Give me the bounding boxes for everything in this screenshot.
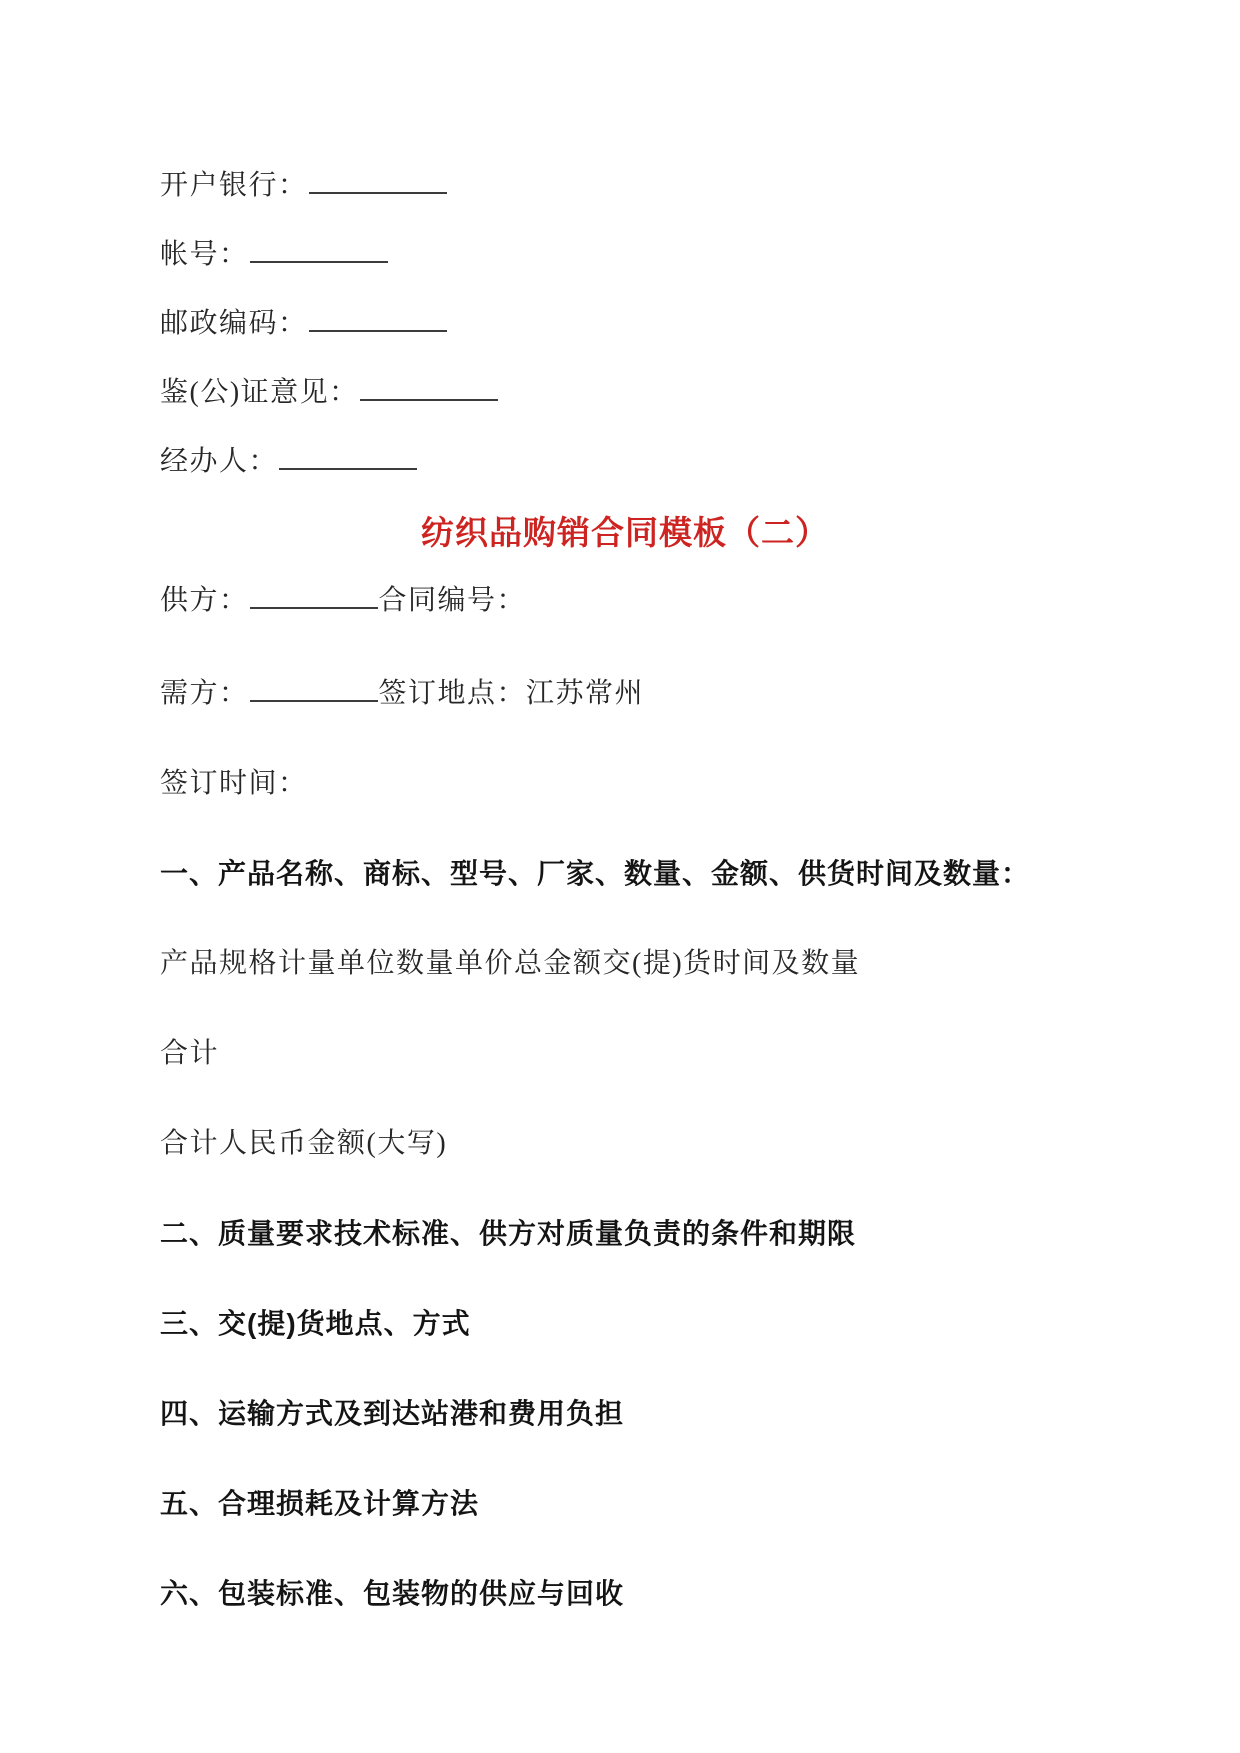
clause-line — [160, 1307, 1090, 1341]
party-field-suffix: 合同编号： — [378, 585, 527, 616]
form-field-line — [160, 304, 1090, 341]
clause-line — [160, 1397, 1090, 1431]
blank-underline — [279, 442, 417, 470]
clause-text: 二、质量要求技术标准、供方对质量负责的条件和期限 — [160, 1218, 857, 1249]
blank-underline — [309, 304, 447, 332]
clause-text: 六、包装标准、包装物的供应与回收 — [160, 1578, 625, 1609]
clause-text: 产品规格计量单位数量单价总金额交(提)货时间及数量 — [160, 948, 861, 979]
blank-underline — [250, 581, 378, 609]
form-field-label: 鉴(公)证意见： — [160, 377, 359, 408]
blank-underline — [250, 235, 388, 263]
clause-text: 五、合理损耗及计算方法 — [160, 1488, 480, 1519]
form-field-line — [160, 373, 1090, 410]
form-field-line — [160, 235, 1090, 272]
blank-underline — [309, 166, 447, 194]
clause-text: 合计人民币金额(大写) — [160, 1128, 448, 1159]
form-field-label: 帐号： — [160, 239, 249, 270]
clause-line — [160, 767, 1090, 801]
blank-underline — [250, 674, 378, 702]
clause-text: 合计 — [160, 1038, 220, 1069]
party-field-suffix: 签订地点：江苏常州 — [378, 678, 645, 709]
clause-line — [160, 1577, 1090, 1611]
party-fields-section — [160, 581, 1090, 711]
clause-text: 签订时间： — [160, 768, 308, 799]
clause-text: 一、产品名称、商标、型号、厂家、数量、金额、供货时间及数量： — [160, 858, 1031, 889]
clause-line — [160, 1487, 1090, 1521]
contract-title: 纺织品购销合同模板（二） — [421, 514, 829, 551]
party-field-line — [160, 581, 1090, 618]
blank-underline — [360, 373, 498, 401]
clause-line — [160, 857, 1090, 891]
form-field-label: 经办人： — [160, 446, 279, 477]
clause-line — [160, 1037, 1090, 1071]
party-field-label: 需方： — [160, 678, 249, 709]
form-field-line — [160, 166, 1090, 203]
clause-line — [160, 1217, 1090, 1251]
form-field-label: 邮政编码： — [160, 308, 308, 339]
clause-line — [160, 1127, 1090, 1161]
form-field-line — [160, 442, 1090, 479]
clause-text: 三、交(提)货地点、方式 — [160, 1308, 471, 1339]
contract-clauses-section — [160, 767, 1090, 1611]
clause-line — [160, 947, 1090, 981]
account-fields-section — [160, 166, 1090, 479]
clause-text: 四、运输方式及到达站港和费用负担 — [160, 1398, 625, 1429]
form-field-label: 开户银行： — [160, 170, 308, 201]
party-field-label: 供方： — [160, 585, 249, 616]
party-field-line — [160, 674, 1090, 711]
